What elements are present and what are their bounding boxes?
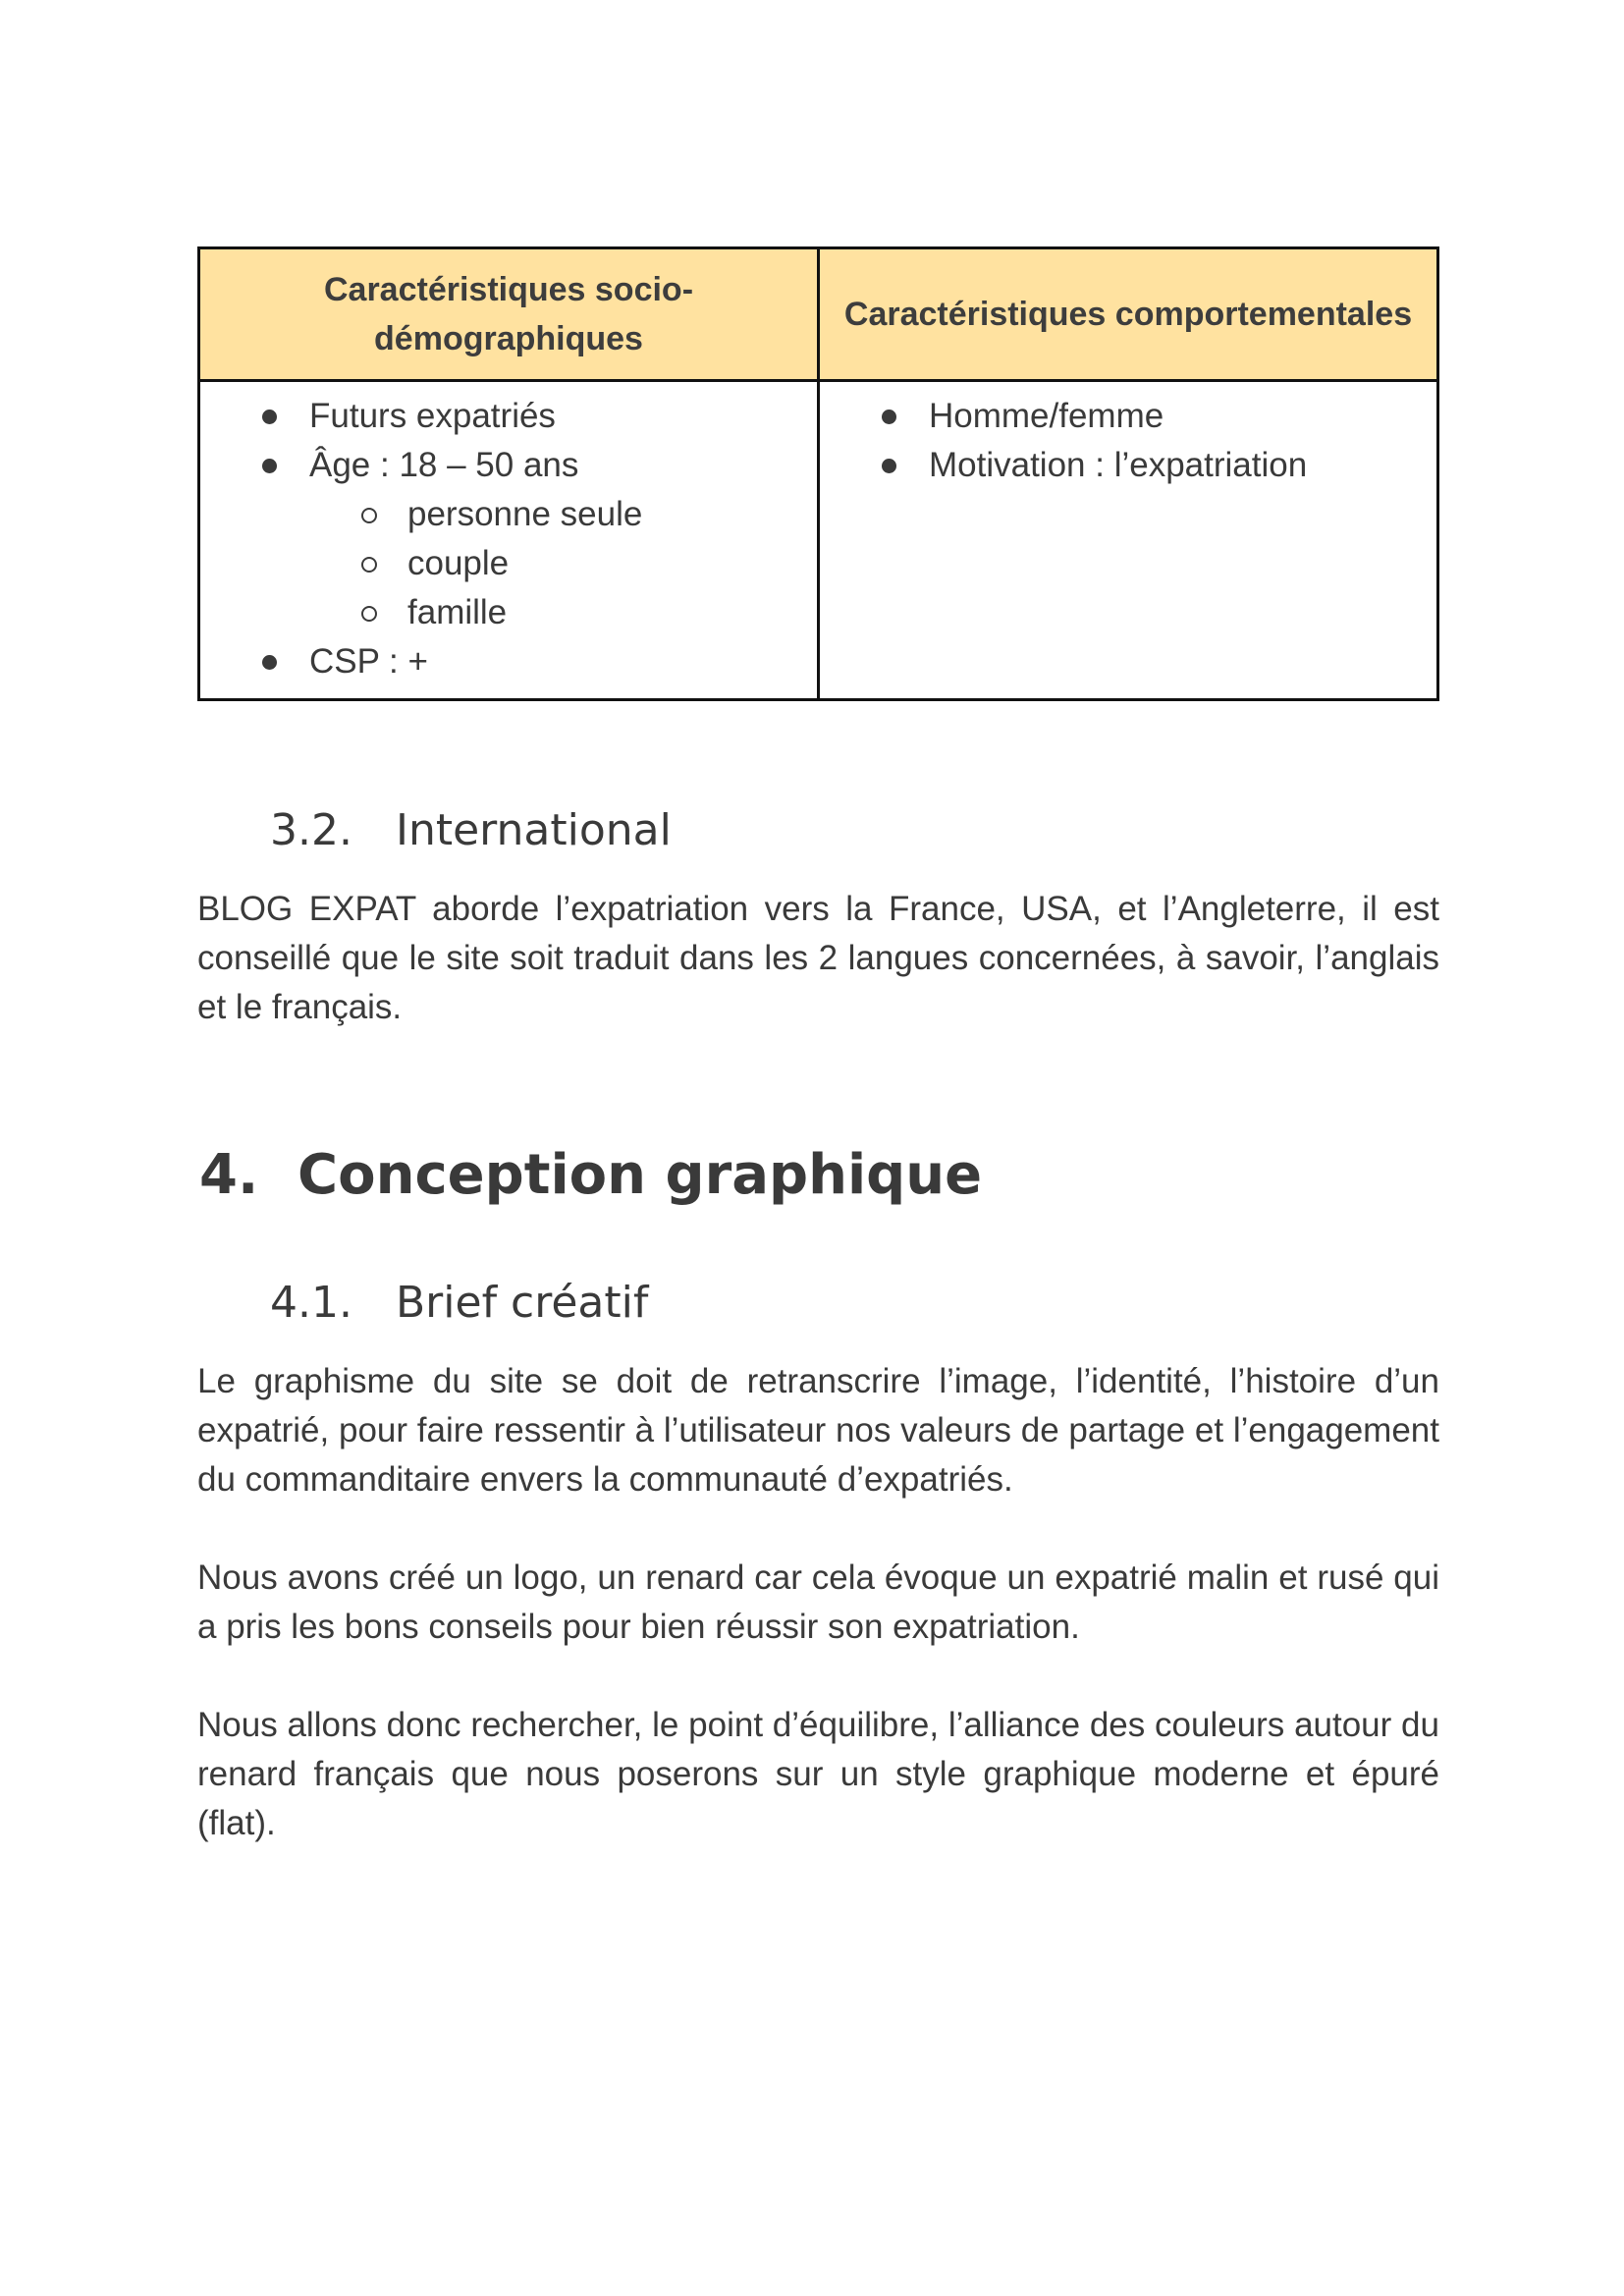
section-4-heading [199,1143,982,1207]
section-number: 4. [199,1143,259,1207]
header-socio-demographic: Caractéristiques socio-démographiques [199,248,819,381]
list-item [879,392,1436,441]
sub-list-item-label: famille [407,593,508,631]
section-number: 4.1. [270,1278,352,1328]
list-item-label: Âge : 18 – 50 ans [309,446,579,484]
sub-list-item [358,490,817,539]
list-item-label: CSP : + [309,642,428,681]
list-item [259,637,817,686]
sub-list-item [358,539,817,588]
section-title: International [396,805,672,855]
list-item-label: Futurs expatriés [309,397,556,435]
hollow-bullet-icon [361,557,377,573]
section-title: Conception graphique [298,1143,983,1207]
section-3-2-heading [270,805,672,855]
brief-paragraph-1: Le graphisme du site se doit de retranscrire l’image, l’identité, l’histoire d’un expatrié, pour faire ressentir à l’utilisateur nos valeurs de partage et l’engagement du commanditaire envers la communauté d’expatriés. [197,1362,1439,1499]
age-sublist [309,490,817,637]
list-item [879,441,1436,490]
bullet-icon [262,655,277,670]
list-item-label: Homme/femme [929,397,1164,435]
sub-list-item-label: personne seule [407,495,643,533]
cell-socio-demographic [199,381,819,700]
section-3-2-paragraph: BLOG EXPAT aborde l’expatriation vers la France, USA, et l’Angleterre, il est conseillé que le site soit traduit dans les 2 langues concernées, à savoir, l’anglais et le français. [197,890,1439,1026]
hollow-bullet-icon [361,508,377,523]
sub-list-item-label: couple [407,544,510,582]
section-title: Brief créatif [396,1278,649,1328]
cell-behavioral [819,381,1438,700]
table-header-row [199,248,1438,381]
brief-paragraph-3: Nous allons donc rechercher, le point d’équilibre, l’alliance des couleurs autour du renard français que nous poserons sur un style graphique moderne et épuré (flat). [197,1706,1439,1842]
section-number: 3.2. [270,805,352,855]
target-profile-table [197,246,1439,701]
bullet-icon [882,410,896,424]
behavioral-list [820,392,1436,490]
socio-demographic-list [200,392,817,686]
sub-list-item [358,588,817,637]
header-behavioral: Caractéristiques comportementales [819,248,1438,381]
section-4-1-heading [270,1278,648,1328]
bullet-icon [262,459,277,473]
list-item [259,441,817,637]
bullet-icon [262,410,277,424]
bullet-icon [882,459,896,473]
table-row [199,381,1438,700]
list-item-label: Motivation : l’expatriation [929,446,1308,484]
brief-paragraph-2: Nous avons créé un logo, un renard car cela évoque un expatrié malin et rusé qui a pris les bons conseils pour bien réussir son expatriation. [197,1558,1439,1646]
hollow-bullet-icon [361,606,377,622]
list-item [259,392,817,441]
